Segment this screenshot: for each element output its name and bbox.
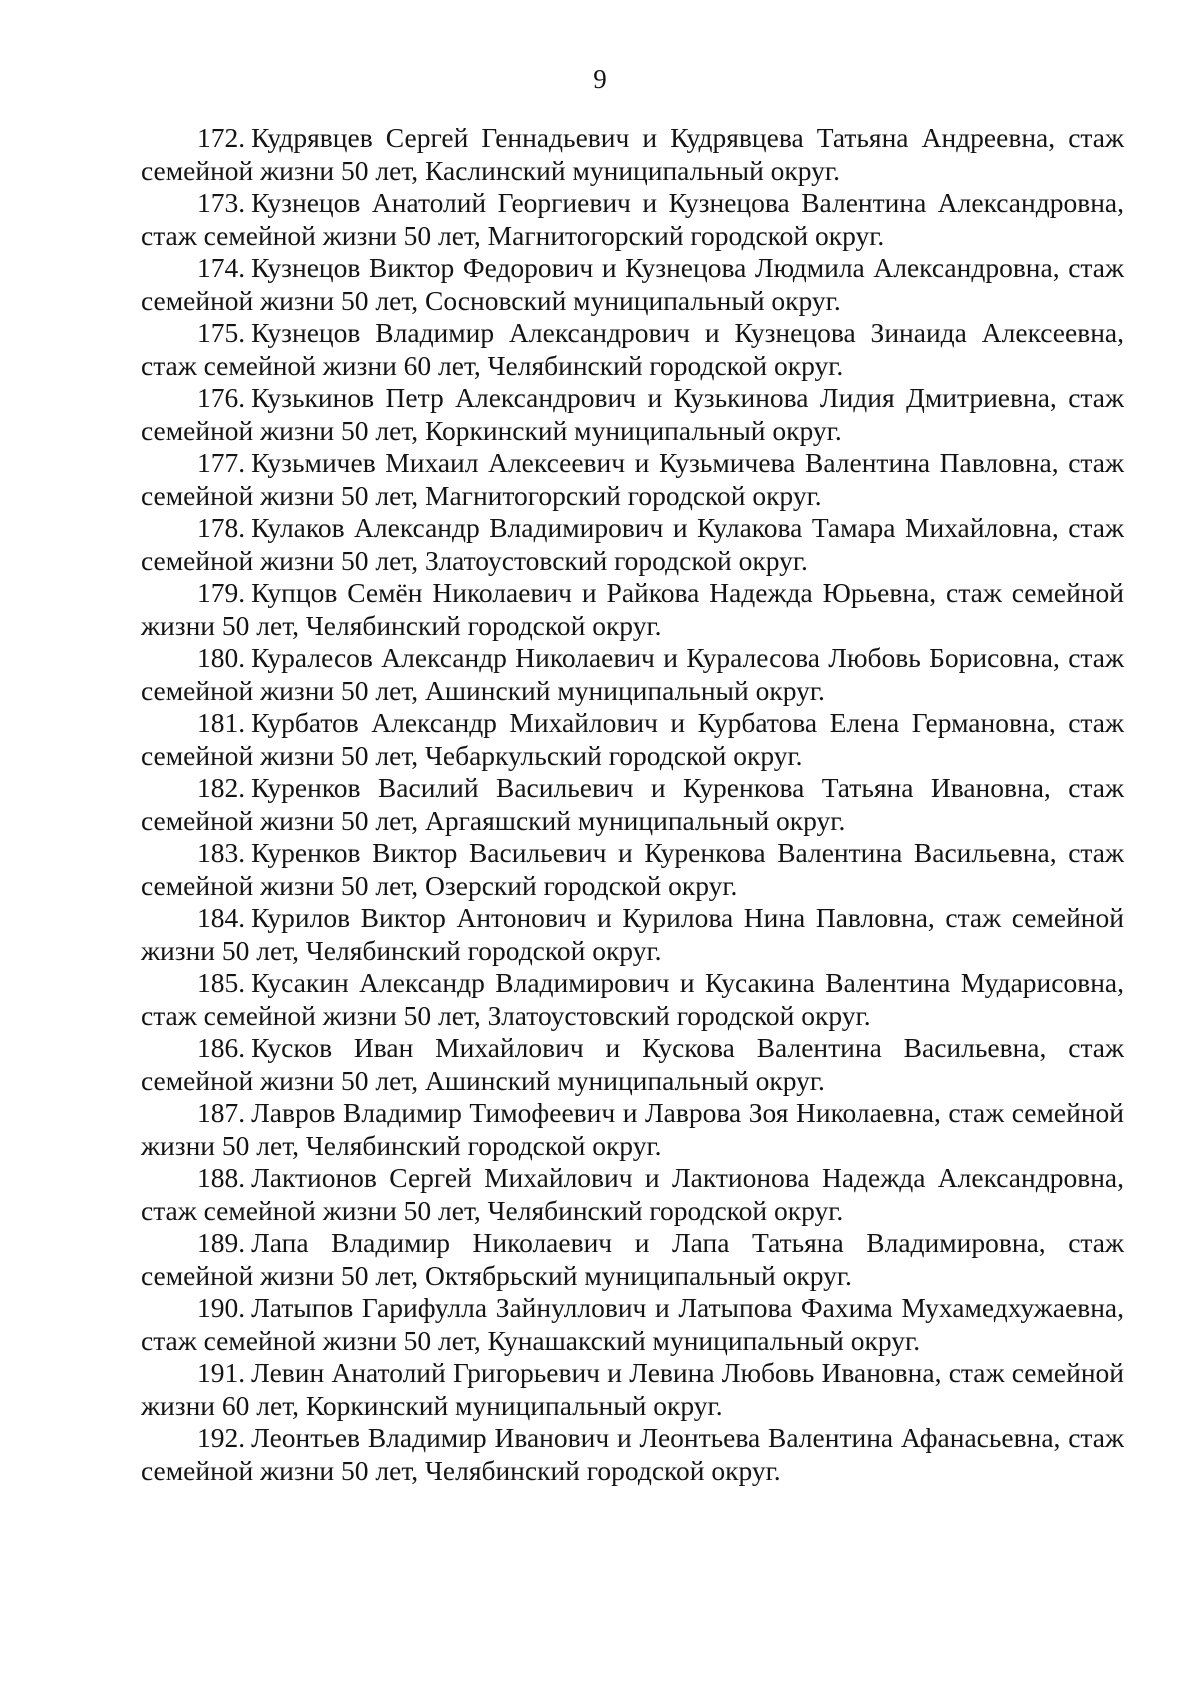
entry-number: 174. xyxy=(197,252,246,283)
entry-text: Кузнецов Анатолий Георгиевич и Кузнецова Валентина Александровна, стаж семейной жизни 50 лет, Магнитогорский городской округ. xyxy=(141,187,1124,251)
entry-text: Куралесов Александр Николаевич и Куралесова Любовь Борисовна, стаж семейной жизни 50 лет, Ашинский муниципальный округ. xyxy=(141,642,1124,706)
entry-number: 191. xyxy=(197,1357,246,1388)
entry-text: Левин Анатолий Григорьевич и Левина Любовь Ивановна, стаж семейной жизни 60 лет, Коркинский муниципальный округ. xyxy=(141,1357,1124,1421)
entry-text: Лактионов Сергей Михайлович и Лактионова Надежда Александровна, стаж семейной жизни 50 лет, Челябинский городской округ. xyxy=(141,1162,1124,1226)
entry-text: Лапа Владимир Николаевич и Лапа Татьяна Владимировна, стаж семейной жизни 50 лет, Октябрьский муниципальный округ. xyxy=(141,1227,1124,1291)
list-item xyxy=(141,837,1124,902)
entry-text: Купцов Семён Николаевич и Райкова Надежда Юрьевна, стаж семейной жизни 50 лет, Челябинский городской округ. xyxy=(141,577,1124,641)
entry-number: 176. xyxy=(197,382,246,413)
entry-text: Кузькинов Петр Александрович и Кузькинова Лидия Дмитриевна, стаж семейной жизни 50 лет, Коркинский муниципальный округ. xyxy=(141,382,1124,446)
entry-number: 182. xyxy=(197,772,246,803)
list-item xyxy=(141,642,1124,707)
list-item xyxy=(141,1097,1124,1162)
list-item xyxy=(141,707,1124,772)
entry-number: 177. xyxy=(197,447,246,478)
entry-number: 172. xyxy=(197,122,246,153)
list-item xyxy=(141,1422,1124,1487)
entry-text: Куренков Виктор Васильевич и Куренкова Валентина Васильевна, стаж семейной жизни 50 лет, Озерский городской округ. xyxy=(141,837,1124,901)
entry-number: 179. xyxy=(197,577,246,608)
entry-text: Курилов Виктор Антонович и Курилова Нина Павловна, стаж семейной жизни 50 лет, Челябинский городской округ. xyxy=(141,902,1124,966)
entry-number: 181. xyxy=(197,707,246,738)
entry-number: 175. xyxy=(197,317,246,348)
list-item xyxy=(141,1227,1124,1292)
list-item xyxy=(141,1162,1124,1227)
list-item xyxy=(141,1032,1124,1097)
entry-text: Кудрявцев Сергей Геннадьевич и Кудрявцева Татьяна Андреевна, стаж семейной жизни 50 лет, Каслинский муниципальный округ. xyxy=(141,122,1124,186)
list-item xyxy=(141,252,1124,317)
list-item xyxy=(141,382,1124,447)
entry-number: 185. xyxy=(197,967,246,998)
list-item xyxy=(141,1292,1124,1357)
list-item xyxy=(141,122,1124,187)
list-item xyxy=(141,512,1124,577)
entry-number: 188. xyxy=(197,1162,246,1193)
entry-text: Латыпов Гарифулла Зайнуллович и Латыпова Фахима Мухамедхужаевна, стаж семейной жизни 50 лет, Кунашакский муниципальный округ. xyxy=(141,1292,1124,1356)
page-number: 9 xyxy=(593,64,607,94)
entry-text: Лавров Владимир Тимофеевич и Лаврова Зоя Николаевна, стаж семейной жизни 50 лет, Челябинский городской округ. xyxy=(141,1097,1124,1161)
entry-text: Кузнецов Владимир Александрович и Кузнецова Зинаида Алексеевна, стаж семейной жизни 60 лет, Челябинский городской округ. xyxy=(141,317,1124,381)
list-item xyxy=(141,447,1124,512)
list-item xyxy=(141,902,1124,967)
list-item xyxy=(141,317,1124,382)
entry-number: 189. xyxy=(197,1227,246,1258)
list-item xyxy=(141,577,1124,642)
list-item xyxy=(141,187,1124,252)
award-list xyxy=(141,122,1124,1487)
list-item xyxy=(141,1357,1124,1422)
entry-text: Кулаков Александр Владимирович и Кулакова Тамара Михайловна, стаж семейной жизни 50 лет, Златоустовский городской округ. xyxy=(141,512,1124,576)
entry-number: 190. xyxy=(197,1292,246,1323)
list-item xyxy=(141,967,1124,1032)
entry-text: Леонтьев Владимир Иванович и Леонтьева Валентина Афанасьевна, стаж семейной жизни 50 лет, Челябинский городской округ. xyxy=(141,1422,1124,1486)
entry-number: 187. xyxy=(197,1097,246,1128)
entry-number: 192. xyxy=(197,1422,246,1453)
entry-text: Кусков Иван Михайлович и Кускова Валентина Васильевна, стаж семейной жизни 50 лет, Ашинский муниципальный округ. xyxy=(141,1032,1124,1096)
entry-text: Курбатов Александр Михайлович и Курбатова Елена Германовна, стаж семейной жизни 50 лет, Чебаркульский городской округ. xyxy=(141,707,1124,771)
entry-text: Кузнецов Виктор Федорович и Кузнецова Людмила Александровна, стаж семейной жизни 50 лет, Сосновский муниципальный округ. xyxy=(141,252,1124,316)
entry-number: 178. xyxy=(197,512,246,543)
entry-text: Куренков Василий Васильевич и Куренкова Татьяна Ивановна, стаж семейной жизни 50 лет, Аргаяшский муниципальный округ. xyxy=(141,772,1124,836)
list-item xyxy=(141,772,1124,837)
entry-text: Кузьмичев Михаил Алексеевич и Кузьмичева Валентина Павловна, стаж семейной жизни 50 лет, Магнитогорский городской округ. xyxy=(141,447,1124,511)
entry-number: 184. xyxy=(197,902,246,933)
entry-text: Кусакин Александр Владимирович и Кусакина Валентина Мударисовна, стаж семейной жизни 50 лет, Златоустовский городской округ. xyxy=(141,967,1124,1031)
entry-number: 186. xyxy=(197,1032,246,1063)
entry-number: 173. xyxy=(197,187,246,218)
entry-number: 183. xyxy=(197,837,246,868)
entry-number: 180. xyxy=(197,642,246,673)
